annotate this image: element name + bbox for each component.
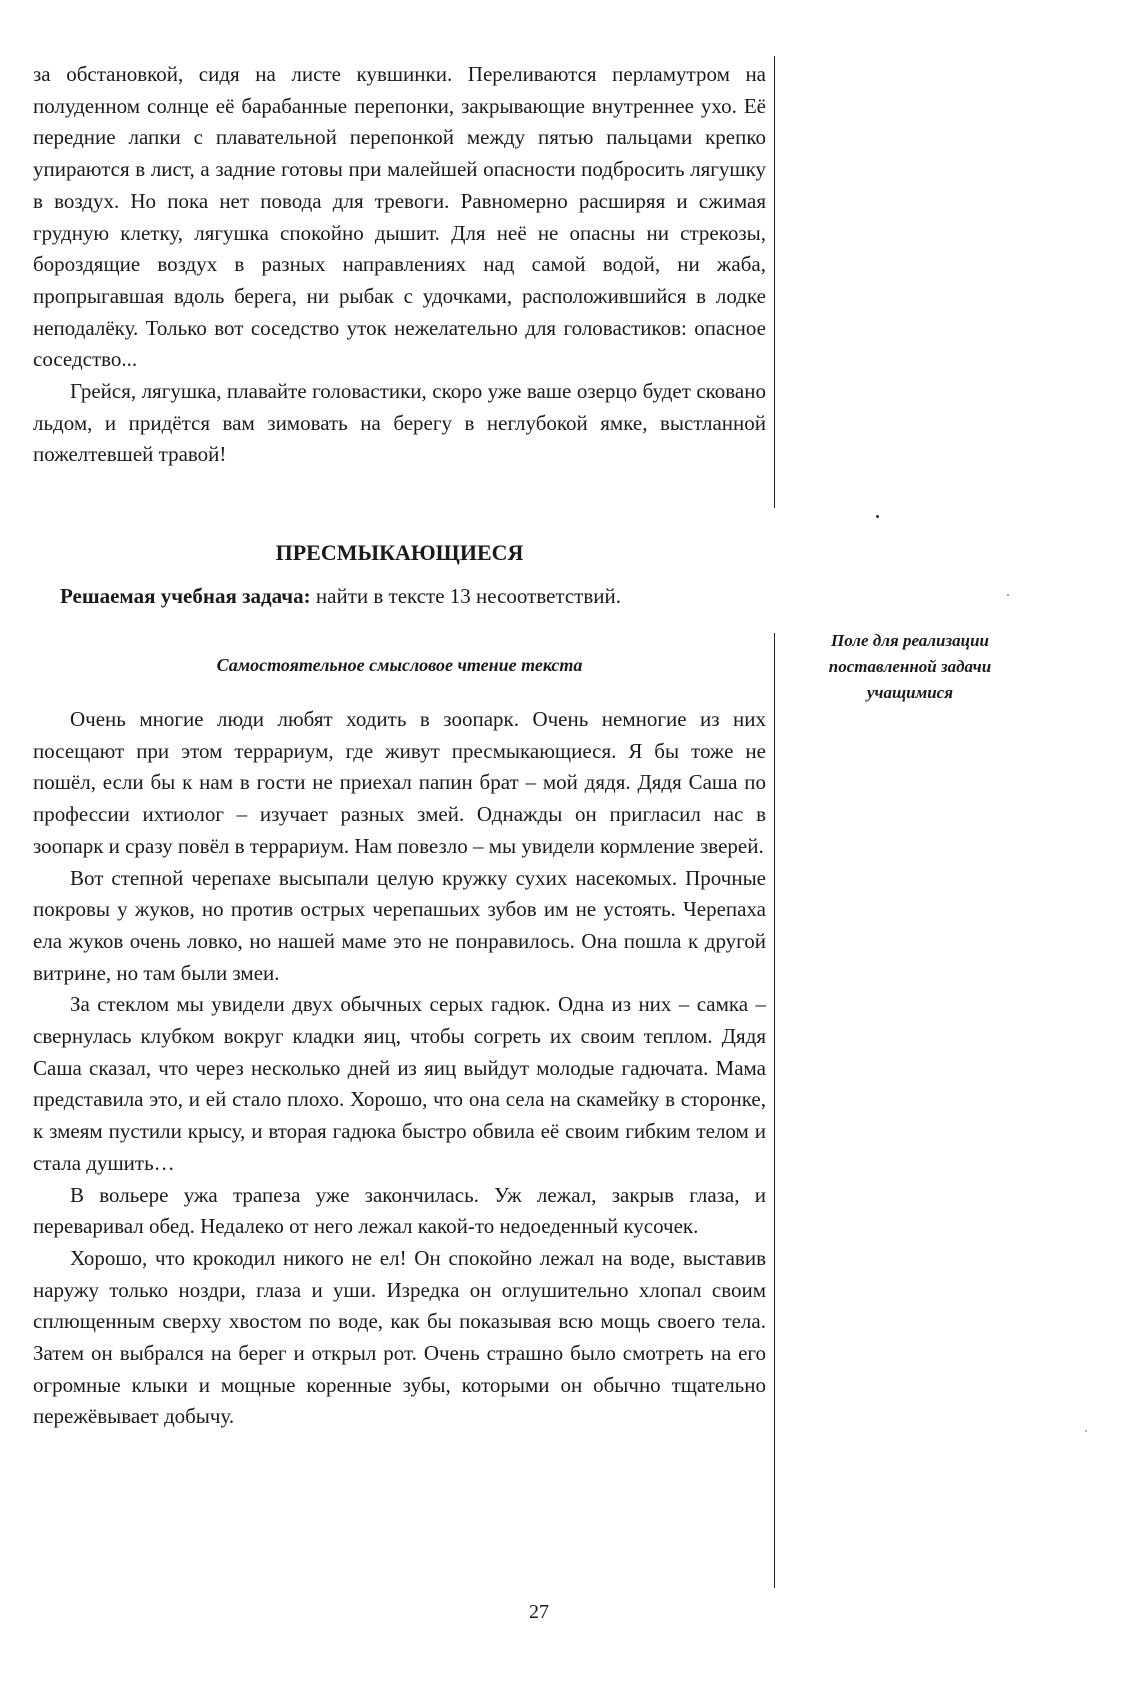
paragraph-frog-ending: Грейся, лягушка, плавайте головастики, скоро уже ваше озерцо будет сковано льдом, и придётся вам зимовать на берегу в неглубокой ямке, выстланной пожелтевшей травой! [33, 379, 766, 467]
margin-field-note: Поле для реализации поставленной задачи учащимися [828, 631, 992, 702]
scan-speck [1085, 1430, 1087, 1432]
section-title: ПРЕСМЫКАЮЩИЕСЯ [275, 540, 524, 565]
paragraph-zoo-visit: Очень многие люди любят ходить в зоопарк. Очень немногие из них посещают при этом террариум, где живут пресмыкающиеся. Я бы тоже не пошёл, если бы к нам в гости не приехал папин брат – мой дядя. Дядя Саша по профессии ихтиолог – изучает разных змей. Однажды он пригласил нас в зоопарк и сразу повёл в террариум. Нам повезло – мы увидели кормление зверей. [33, 707, 766, 858]
scan-speck [1007, 594, 1009, 596]
reptiles-text-block [33, 704, 766, 1433]
paragraph-turtle: Вот степной черепахе высыпали целую кружку сухих насекомых. Прочные покровы у жуков, но против острых черепашьих зубов им не устоять. Черепаха ела жуков очень ловко, но нашей маме это не понравилось. Она пошла к другой витрине, но там были змеи. [33, 865, 766, 985]
continued-text-block [33, 59, 766, 471]
paragraph-grass-snake: В вольере ужа трапеза уже закончилась. Уж лежал, закрыв глаза, и переваривал обед. Недалеко от него лежал какой-то недоеденный кусочек. [33, 1182, 766, 1239]
paragraph-vipers: За стеклом мы увидели двух обычных серых гадюк. Одна из них – самка – свернулась клубком вокруг кладки яиц, чтобы согреть их своим теплом. Дядя Саша сказал, что через несколько дней из яиц выйдут молодые гадючата. Мама представила это, и ей стало плохо. Хорошо, что она села на скамейку в сторонке, к змеям пустили крысу, и вторая гадюка быстро обвила её своим гибким телом и стала душить… [33, 992, 766, 1175]
margin-divider-top [774, 56, 775, 508]
task-label: Решаемая учебная задача: [60, 584, 311, 608]
margin-divider-bottom [774, 633, 775, 1588]
scan-speck [876, 515, 879, 518]
task-text: найти в тексте 13 несоответствий. [310, 584, 622, 608]
page-number: 27 [529, 1601, 549, 1623]
paragraph-crocodile: Хорошо, что крокодил никого не ел! Он спокойно лежал на воде, выставив наружу только ноздри, глаза и уши. Изредка он оглушительно хлопал своим сплющенным сверху хвостом по воде, как бы показывая всю мощь своего тела. Затем он выбрался на берег и открыл рот. Очень страшно было смотреть на его огромные клыки и мощные коренные зубы, которыми он обычно тщательно пережёвывает добычу. [33, 1245, 766, 1429]
reading-mode-label: Самостоятельное смысловое чтение текста [216, 655, 583, 675]
paragraph-frog-continued: за обстановкой, сидя на листе кувшинки. Переливаются перламутром на полуденном солнце её барабанные перепонки, закрывающие внутреннее ухо. Её передние лапки с плавательной перепонкой между пятью пальцами крепко упираются в лист, а задние готовы при малейшей опасности подбросить лягушку в воздух. Но пока нет повода для тревоги. Равномерно расширяя и сжимая грудную клетку, лягушка спокойно дышит. Для неё не опасны ни стрекозы, бороздящие воздух в разных направлениях над самой водой, ни жаба, пропрыгавшая вдоль берега, ни рыбак с удочками, расположившийся в лодке неподалёку. Только вот соседство уток нежелательно для головастиков: опасное соседство... [33, 62, 766, 372]
task-statement [60, 584, 780, 609]
